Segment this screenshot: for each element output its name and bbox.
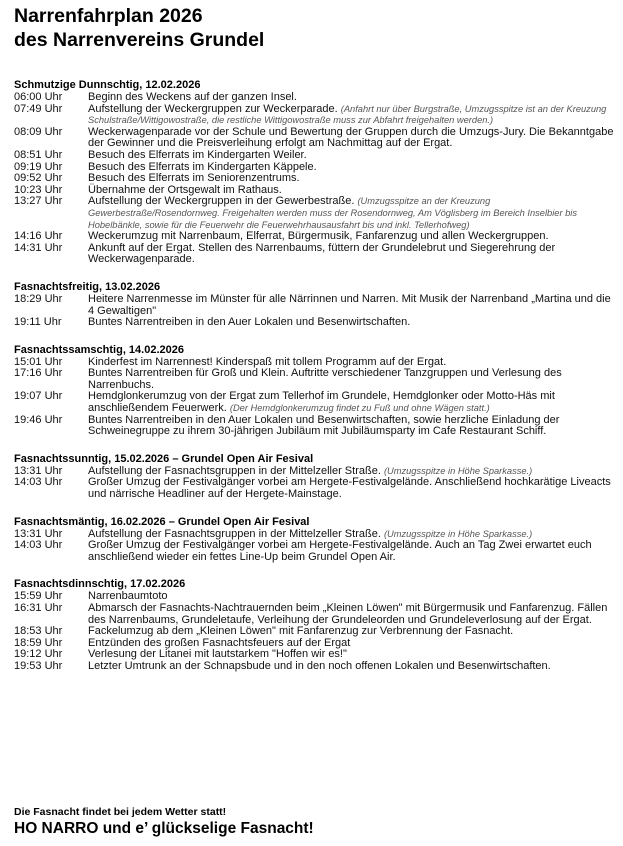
event-time: 08:51 Uhr — [14, 148, 63, 161]
event-description — [88, 317, 614, 329]
event-text: Besuch des Elferrats im Kindergarten Käppele. — [88, 160, 317, 173]
event-time: 19:53 Uhr — [14, 659, 63, 672]
event-time: 19:11 Uhr — [14, 316, 62, 329]
event-text: Beginn des Weckens auf der ganzen Insel. — [88, 91, 297, 103]
event-text: Ankunft auf der Ergat. Stellen des Narrenbaums, füttern der Grundelebrut und Siegerehrung der Weckerwagenparade. — [88, 241, 556, 266]
event-time: 16:31 Uhr — [14, 602, 63, 614]
event-description — [88, 104, 614, 127]
event-text: Letzter Umtrunk an der Schnapsbude und in den noch offenen Lokalen und Besenwirtschaften. — [88, 659, 551, 672]
event-text: Aufstellung der Fasnachtsgruppen in der Mittelzeller Straße. — [88, 527, 381, 540]
schedule-day — [14, 344, 614, 438]
event-time: 19:12 Uhr — [14, 648, 63, 661]
event-text: Großer Umzug der Festivalgänger vorbei am Hergete-Festivalgelände. Auch an Tag Zwei erwartet euch anschließend wieder ein fettes Line-Up beim Grundel Open Air. — [88, 539, 592, 563]
schedule-day — [14, 516, 614, 564]
event-text: Kinderfest im Narrennest! Kinderspaß mit tollem Programm auf der Ergat. — [88, 355, 447, 368]
footer — [14, 806, 314, 838]
event-text: Fackelumzug ab dem „Kleinen Löwen" mit Fanfarenzug zur Verbrennung der Fasnacht. — [88, 625, 514, 638]
event-description — [88, 294, 614, 317]
schedule — [14, 79, 614, 688]
event-text: Buntes Narrentreiben in den Auer Lokalen und Besenwirtschaften, sowie herzliche Einladung der Schweinegruppe zu ihrem 30-jährigen Jubiläum mit Jubiläumsparty im Cafe Restaurant Schiff. — [88, 413, 560, 438]
schedule-day — [14, 453, 614, 501]
event-text: Heitere Narrenmesse im Münster für alle Närrinnen und Narren. Mit Musik der Narrenband „Martina und die 4 Gewaltigen" — [88, 292, 611, 317]
event-note: (Der Hemdglonkerumzug findet zu Fuß und ohne Wägen statt.) — [229, 403, 490, 414]
event-time: 07:49 Uhr — [14, 102, 63, 115]
event-row — [14, 415, 614, 438]
event-text: Buntes Narrentreiben für Groß und Klein. Auftritte verschiedener Tanzgruppen und Verlesung des Narrenbuchs. — [88, 367, 562, 391]
event-text: Entzünden des großen Fasnachtsfeuers auf der Ergat — [88, 636, 351, 649]
event-note: (Anfahrt nur über Burgstraße, Umzugsspitze ist an der Kreuzung Schulstraße/Wittigowostraße, die restliche Wittigowostraße muss zur Abfahrt freigehalten werden.) — [88, 103, 607, 126]
event-time: 14:16 Uhr — [14, 230, 63, 243]
event-time: 09:52 Uhr — [14, 172, 63, 185]
event-time: 18:29 Uhr — [14, 292, 63, 305]
event-time: 10:23 Uhr — [14, 183, 63, 196]
closing-greeting: HO NARRO und e’ glückselige Fasnacht! — [14, 820, 314, 837]
event-time: 19:07 Uhr — [14, 390, 63, 403]
title-line-2: des Narrenvereins Grundel — [14, 29, 265, 51]
event-time: 09:19 Uhr — [14, 160, 63, 173]
event-time: 08:09 Uhr — [14, 125, 63, 138]
event-time: 14:31 Uhr — [14, 241, 63, 254]
day-heading: Schmutzige Dunnschtig, 12.02.2026 — [14, 79, 201, 91]
event-note: (Umzugsspitze an der Kreuzung Gewerbestraße/Rosendornweg. Freigehalten werden muss der Rosendornweg, Am Vöglisberg im Bereich Inselbier bis Hobelbänkle, sowie für die Feuerwehr die Feuerwehrhausausfahrt bis und inkl. Tellerhofweg) — [88, 196, 578, 230]
event-description — [88, 243, 614, 266]
event-text: Besuch des Elferrats im Seniorenzentrums. — [88, 172, 300, 185]
event-text: Großer Umzug der Festivalgänger vorbei am Hergete-Festivalgelände. Anschließend hochkarätige Liveacts und närrische Headliner auf der Hergete-Mainstage. — [88, 476, 611, 501]
event-description — [88, 415, 614, 438]
event-row — [14, 196, 614, 231]
event-text: Hemdglonkerumzug von der Ergat zum Tellerhof im Grundele, Hemdglonker oder Motto-Häs mit anschließendem Feuerwerk. — [88, 390, 555, 415]
event-text: Weckerumzug mit Narrenbaum, Elferrat, Bürgermusik, Fanfarenzug und allen Weckergruppen. — [88, 230, 549, 243]
event-row — [14, 477, 614, 500]
event-note: (Umzugsspitze in Höhe Sparkasse.) — [383, 465, 533, 476]
event-description — [88, 391, 614, 414]
event-description — [88, 603, 614, 626]
day-heading: Fasnachtssunntig, 15.02.2026 – Grundel Open Air Fesival — [14, 452, 314, 465]
event-row — [14, 391, 614, 414]
page-title — [14, 4, 264, 52]
title-line-1: Narrenfahrplan 2026 — [14, 5, 203, 27]
event-row — [14, 317, 614, 329]
day-heading: Fasnachtsdinnschtig, 17.02.2026 — [14, 578, 186, 591]
event-time: 14:03 Uhr — [14, 539, 63, 552]
event-time: 13:31 Uhr — [14, 527, 63, 540]
event-text: Buntes Narrentreiben in den Auer Lokalen und Besenwirtschaften. — [88, 316, 411, 329]
event-time: 14:03 Uhr — [14, 476, 63, 489]
schedule-day — [14, 281, 614, 329]
event-description — [88, 196, 614, 231]
event-row — [14, 368, 614, 391]
event-text: Besuch des Elferrats im Kindergarten Weiler. — [88, 148, 307, 161]
event-note: (Umzugsspitze in Höhe Sparkasse.) — [383, 528, 533, 539]
day-heading: Fasnachtsmäntig, 16.02.2026 – Grundel Open Air Fesival — [14, 515, 310, 528]
event-text: Aufstellung der Fasnachtsgruppen in der Mittelzeller Straße. — [88, 464, 381, 477]
event-time: 06:00 Uhr — [14, 91, 63, 103]
event-time: 17:16 Uhr — [14, 367, 63, 380]
schedule-day — [14, 578, 614, 672]
event-description — [88, 477, 614, 500]
event-row — [14, 243, 614, 266]
event-row — [14, 104, 614, 127]
event-row — [14, 603, 614, 626]
event-description — [88, 661, 614, 673]
event-time: 18:59 Uhr — [14, 636, 63, 649]
event-time: 15:59 Uhr — [14, 590, 63, 603]
event-text: Übernahme der Ortsgewalt im Rathaus. — [88, 183, 282, 196]
event-row — [14, 540, 614, 563]
event-text: Aufstellung der Weckergruppen in der Gewerbestraße. — [88, 195, 355, 208]
event-text: Abmarsch der Fasnachts-Nachtrauernden beim „Kleinen Löwen" mit Bürgermusik und Fanfarenzug. Fällen des Narrenbaums, Grundeletaufe, Verleihung der Grundeleorden und Grundeleverlosung auf der Ergat. — [88, 602, 608, 626]
event-time: 13:31 Uhr — [14, 464, 63, 477]
event-time: 13:27 Uhr — [14, 195, 63, 208]
day-heading: Fasnachtsfreitig, 13.02.2026 — [14, 280, 161, 293]
event-text: Verlesung der Litanei mit lautstarkem "Hoffen wir es!" — [88, 648, 347, 661]
event-description — [88, 368, 614, 391]
event-row — [14, 127, 614, 150]
event-text: Narrenbaumtoto — [88, 590, 168, 603]
event-row — [14, 661, 614, 673]
event-time: 18:53 Uhr — [14, 625, 63, 638]
event-row — [14, 294, 614, 317]
event-description — [88, 127, 614, 150]
day-heading: Fasnachtssamschtig, 14.02.2026 — [14, 343, 184, 356]
event-description — [88, 540, 614, 563]
event-time: 15:01 Uhr — [14, 355, 63, 368]
event-text: Weckerwagenparade vor der Schule und Bewertung der Gruppen durch die Umzugs-Jury. Die Bekanntgabe der Gewinner und die Preisverleihung erfolgt am Nachmittag auf der Ergat. — [88, 125, 614, 150]
event-time: 19:46 Uhr — [14, 413, 63, 426]
weather-notice: Die Fasnacht findet bei jedem Wetter statt! — [14, 806, 227, 818]
event-text: Aufstellung der Weckergruppen zur Weckerparade. — [88, 102, 338, 115]
schedule-day — [14, 79, 614, 266]
